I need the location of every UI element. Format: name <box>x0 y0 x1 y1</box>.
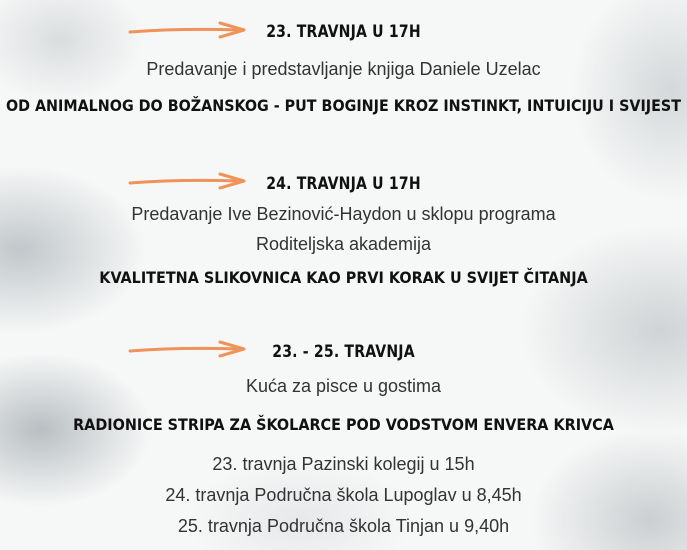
event-description: Roditeljska akademija <box>255 234 432 254</box>
schedule-item: 24. travnja Područna škola Lupoglav u 8,45h <box>165 485 522 505</box>
event-title: KVALITETNA SLIKOVNICA KAO PRVI KORAK U SVIJET ČITANJA <box>99 268 588 287</box>
event-title: OD ANIMALNOG DO BOŽANSKOG - PUT BOGINJE KROZ INSTINKT, INTUICIJU I SVIJEST <box>6 96 681 115</box>
event-title: RADIONICE STRIPA ZA ŠKOLARCE POD VODSTVOM ENVERA KRIVCA <box>73 415 614 434</box>
schedule-item: 25. travnja Područna škola Tinjan u 9,40h <box>177 516 510 536</box>
event-description: Predavanje Ive Bezinović-Haydon u sklopu programa <box>131 204 556 224</box>
event-description: Kuća za pisce u gostima <box>245 376 442 396</box>
schedule-item: 23. travnja Pazinski kolegij u 15h <box>212 454 475 474</box>
event-date: 23. TRAVNJA U 17H <box>266 22 421 42</box>
event-date: 23. - 25. TRAVNJA <box>272 342 415 362</box>
event-date: 24. TRAVNJA U 17H <box>266 174 421 194</box>
event-description: Predavanje i predstavljanje knjiga Daniele Uzelac <box>146 59 541 79</box>
